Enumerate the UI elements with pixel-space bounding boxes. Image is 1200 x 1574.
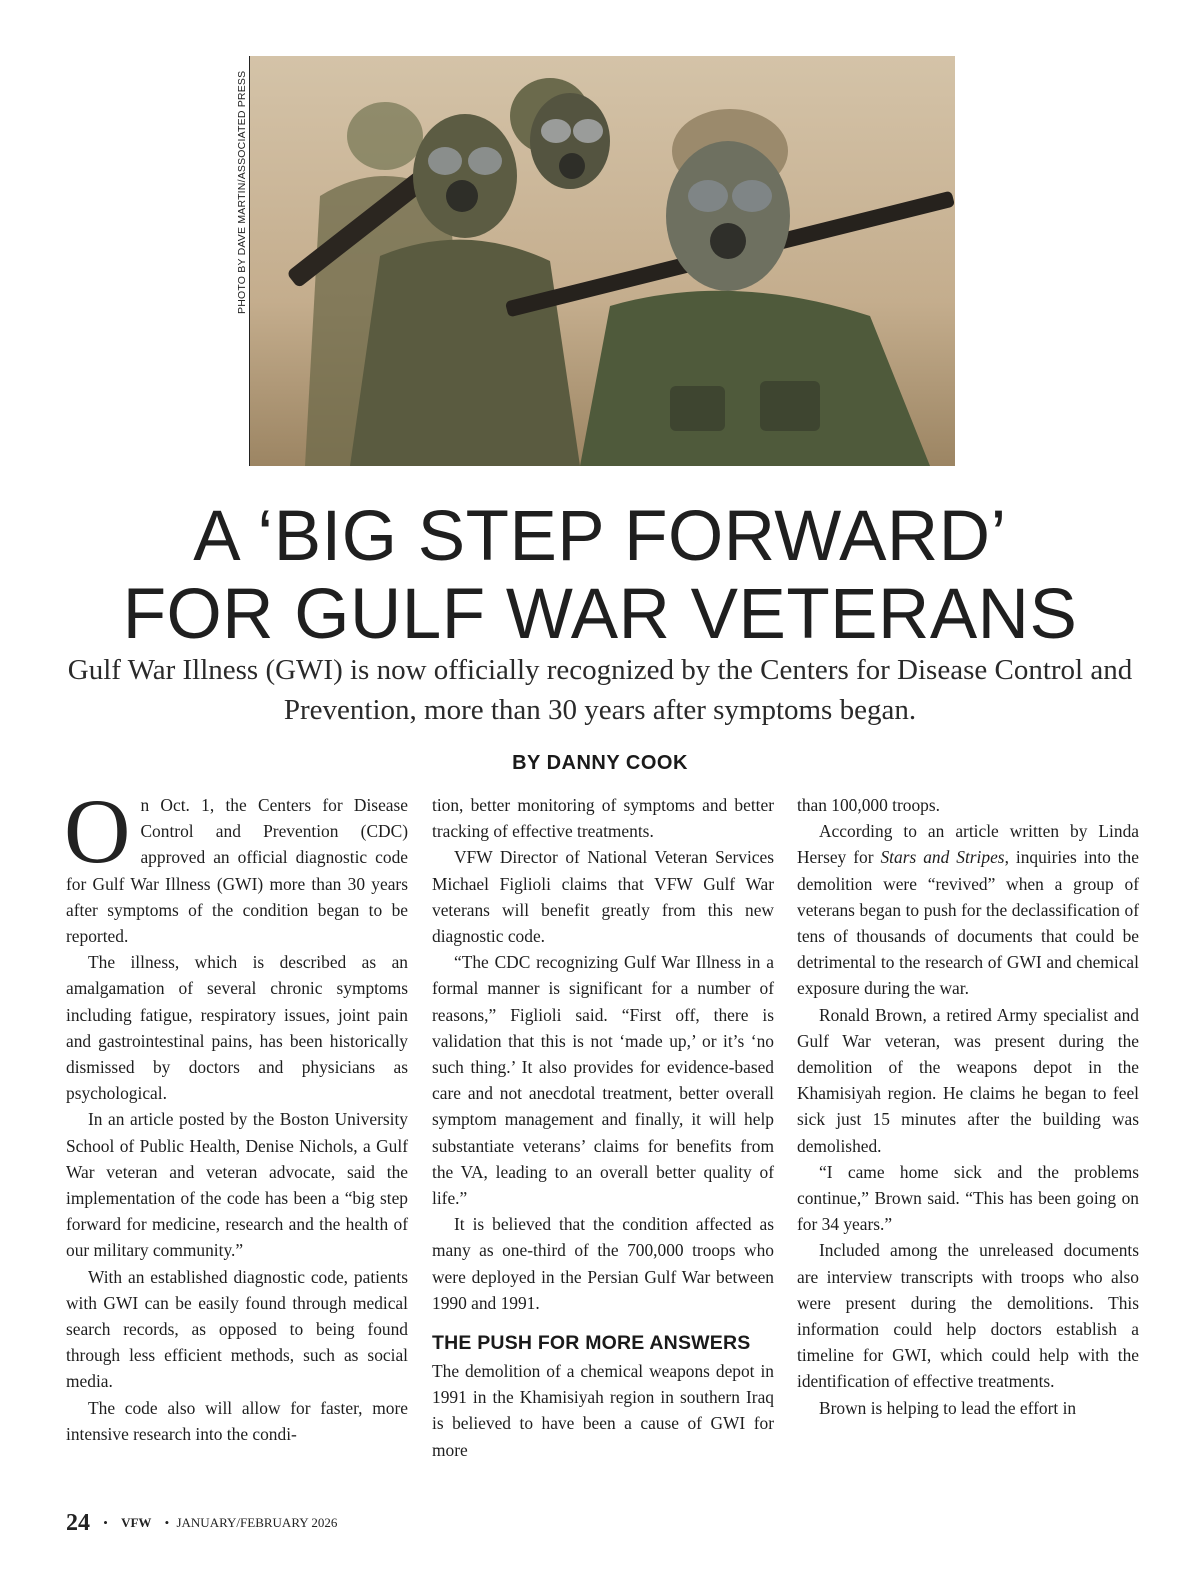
page-number: 24 xyxy=(66,1510,90,1536)
page-footer xyxy=(66,1510,337,1537)
paragraph: “The CDC recognizing Gulf War Illness in a formal manner is significant for a number of reasons,” Figlioli said. “First off, there is validation that this is not ‘made up,’ or it’s ‘no such thing.’ It also provides for evidence-based care and not anecdotal treatment, better overall symptom management and finally, it will help substantiate veterans’ claims for benefits from the VA, leading to an overall better quality of life.” xyxy=(432,952,774,1209)
magazine-name: VFW xyxy=(121,1515,152,1530)
headline-line-1: A ‘BIG STEP FORWARD’ xyxy=(193,497,1007,576)
paragraph: The illness, which is described as an amalgamation of several chronic symptoms including fatigue, respiratory issues, joint pain and gastrointestinal pains, has been historically dismissed by doctors and physicians as psychological. xyxy=(66,952,408,1104)
issue-date: JANUARY/FEBRUARY 2026 xyxy=(176,1515,338,1530)
byline: BY DANNY COOK xyxy=(512,752,688,774)
footer-bullet: • xyxy=(103,1515,108,1530)
paragraph: “I came home sick and the problems continue,” Brown said. “This has been going on for 34 years.” xyxy=(797,1161,1139,1235)
dek: Gulf War Illness (GWI) is now officially recognized by the Centers for Disease Control and Prevention, more than 30 years after symptoms began. xyxy=(67,654,1133,726)
paragraph: The demolition of a chemical weapons depot in 1991 in the Khamisiyah region in southern Iraq is believed to have been a cause of GWI for more xyxy=(432,1361,774,1460)
paragraph: With an established diagnostic code, patients with GWI can be easily found through medical search records, as opposed to being found through less efficient methods, such as social media. xyxy=(66,1266,408,1392)
paragraph xyxy=(64,780,408,949)
headline xyxy=(0,498,1200,654)
paragraph: than 100,000 troops. xyxy=(797,795,940,815)
drop-cap: O xyxy=(64,780,131,882)
publication-name: Stars and Stripes xyxy=(880,847,1005,868)
paragraph: Ronald Brown, a retired Army specialist and Gulf War veteran, was present during the demolition of the weapons depot in the Khamisiyah region. He claims he began to feel sick just 15 minutes after the building was demolished. xyxy=(797,1004,1139,1156)
photo-credit-text: PHOTO BY DAVE MARTIN/ASSOCIATED PRESS xyxy=(236,70,248,314)
paragraph: The code also will allow for faster, more intensive research into the condi- xyxy=(66,1397,408,1444)
soldiers-in-gas-masks-photo xyxy=(250,56,955,466)
article-column-1 xyxy=(64,780,408,1447)
paragraph: Included among the unreleased documents are interview transcripts with troops who also were present during the demolitions. This information could help doctors establish a timeline for GWI, which could help with the identification of effective treatments. xyxy=(797,1240,1139,1392)
photo-credit xyxy=(236,58,248,314)
paragraph-text: , inquiries into the demolition were “revived” when a group of veterans began to push for the declassification of tens of thousands of documents that could be detrimental to the research of GWI and chemical exposure during the war. xyxy=(797,847,1139,999)
paragraph-text: According to an article written by Linda Hersey for xyxy=(797,821,1139,868)
paragraph: It is believed that the condition affected as many as one-third of the 700,000 troops who were deployed in the Persian Gulf War between 1990 and 1991. xyxy=(432,1214,774,1313)
footer-bullet: • xyxy=(164,1515,170,1530)
paragraph: Brown is helping to lead the effort in xyxy=(819,1397,1077,1418)
photo-illustration xyxy=(250,56,955,466)
section-subhead: THE PUSH FOR MORE ANSWERS xyxy=(432,1332,751,1355)
headline-line-2: FOR GULF WAR VETERANS xyxy=(122,575,1078,654)
paragraph xyxy=(797,818,1139,1001)
article-column-2 xyxy=(432,792,774,1463)
paragraph-text: n Oct. 1, the Centers for Disease Control and Prevention (CDC) approved an official diagnostic code for Gulf War Illness (GWI) more than 30 years after symptoms of the condition began to be reported. xyxy=(66,795,408,947)
article-column-3 xyxy=(797,792,1139,1421)
paragraph: In an article posted by the Boston University School of Public Health, Denise Nichols, a Gulf War veteran and veteran advocate, said the implementation of the code has been a “big step forward for medicine, research and the health of our military community.” xyxy=(66,1109,408,1261)
paragraph: VFW Director of National Veteran Services Michael Figlioli claims that VFW Gulf War veterans will benefit greatly from this new diagnostic code. xyxy=(432,847,774,947)
paragraph: tion, better monitoring of symptoms and better tracking of effective treatments. xyxy=(432,795,774,842)
